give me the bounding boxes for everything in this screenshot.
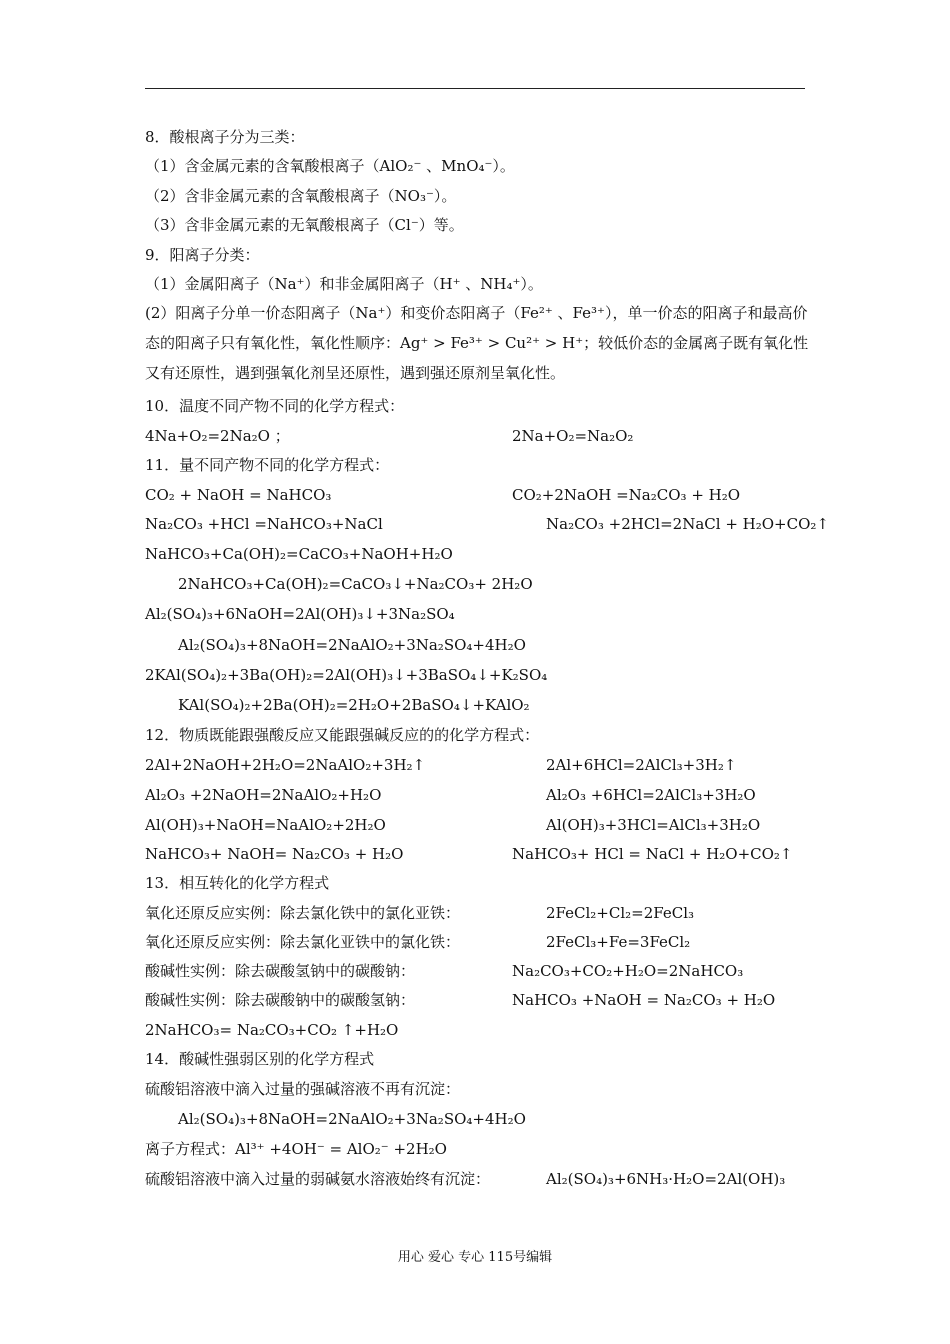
equation-right: NaHCO₃+ HCl = NaCl + H₂O+CO₂↑ xyxy=(512,845,793,863)
equation-left: Al₂O₃ +2NaOH=2NaAlO₂+H₂O xyxy=(145,786,382,804)
section-14-heading: 14．酸碱性强弱区别的化学方程式 xyxy=(145,1050,375,1068)
equation-right: 2FeCl₃+Fe=3FeCl₂ xyxy=(546,933,691,951)
example-label: 酸碱性实例：除去碳酸钠中的碳酸氢钠： xyxy=(145,991,416,1009)
section-8-item-2: （2）含非金属元素的含氧酸根离子（NO₃⁻）。 xyxy=(145,187,457,205)
equation-indented: Al₂(SO₄)₃+8NaOH=2NaAlO₂+3Na₂SO₄+4H₂O xyxy=(178,636,526,654)
ionic-equation: 离子方程式：Al³⁺ +4OH⁻ = AlO₂⁻ +2H₂O xyxy=(145,1140,447,1158)
header-rule xyxy=(145,88,805,89)
example-label: 硫酸铝溶液中滴入过量的弱碱氨水溶液始终有沉淀： xyxy=(145,1170,491,1188)
equation-right: Na₂CO₃+CO₂+H₂O=2NaHCO₃ xyxy=(512,962,744,980)
example-label: 氧化还原反应实例：除去氯化亚铁中的氯化铁： xyxy=(145,933,461,951)
equation-left: CO₂ + NaOH = NaHCO₃ xyxy=(145,486,332,504)
equation-left: 4Na+O₂=2Na₂O ； xyxy=(145,427,290,445)
equation-left: Na₂CO₃ +HCl =NaHCO₃+NaCl xyxy=(145,515,383,533)
equation-right: Al(OH)₃+3HCl=AlCl₃+3H₂O xyxy=(546,816,761,834)
equation-right: Al₂O₃ +6HCl=2AlCl₃+3H₂O xyxy=(546,786,756,804)
example-label: 硫酸铝溶液中滴入过量的强碱溶液不再有沉淀： xyxy=(145,1080,461,1098)
equation-right: 2Na+O₂=Na₂O₂ xyxy=(512,427,634,445)
section-9-item-2-paragraph: (2）阳离子分单一价态阳离子（Na⁺）和变价态阳离子（Fe²⁺ 、Fe³⁺），单一价态的阳离子和最高价态的阳离子只有氧化性，氧化性顺序：Ag⁺ > Fe³⁺ > Cu²⁺ > H⁺；较低价态的金属离子既有氧化性又有还原性，遇到强氧化剂呈还原性，遇到强还原剂呈氧化性。 xyxy=(145,304,809,382)
page-footer: 用心 爱心 专心 115号编辑 xyxy=(397,1250,553,1265)
equation-left: Al₂(SO₄)₃+6NaOH=2Al(OH)₃↓+3Na₂SO₄ xyxy=(145,605,455,623)
equation-right: 2Al+6HCl=2AlCl₃+3H₂↑ xyxy=(546,756,737,774)
equation-indented: Al₂(SO₄)₃+8NaOH=2NaAlO₂+3Na₂SO₄+4H₂O xyxy=(178,1110,526,1128)
example-label: 氧化还原反应实例：除去氯化铁中的氯化亚铁： xyxy=(145,904,461,922)
section-9-item-1: （1）金属阳离子（Na⁺）和非金属阳离子（H⁺ 、NH₄⁺）。 xyxy=(145,275,543,293)
section-13-heading: 13．相互转化的化学方程式 xyxy=(145,874,330,892)
equation-left: NaHCO₃+ NaOH= Na₂CO₃ + H₂O xyxy=(145,845,404,863)
equation-left: Al(OH)₃+NaOH=NaAlO₂+2H₂O xyxy=(145,816,386,834)
section-11-heading: 11．量不同产物不同的化学方程式： xyxy=(145,456,390,474)
section-10-heading: 10．温度不同产物不同的化学方程式： xyxy=(145,397,405,415)
equation-left: 2NaHCO₃= Na₂CO₃+CO₂ ↑+H₂O xyxy=(145,1021,399,1039)
equation-right: Na₂CO₃ +2HCl=2NaCl + H₂O+CO₂↑ xyxy=(546,515,829,533)
equation-right: 2FeCl₂+Cl₂=2FeCl₃ xyxy=(546,904,695,922)
equation-left: NaHCO₃+Ca(OH)₂=CaCO₃+NaOH+H₂O xyxy=(145,545,453,563)
example-label: 酸碱性实例：除去碳酸氢钠中的碳酸钠： xyxy=(145,962,416,980)
section-9-heading: 9．阳离子分类： xyxy=(145,246,260,264)
equation-left: 2KAl(SO₄)₂+3Ba(OH)₂=2Al(OH)₃↓+3BaSO₄↓+K₂SO₄ xyxy=(145,666,548,684)
section-12-heading: 12．物质既能跟强酸反应又能跟强碱反应的的化学方程式： xyxy=(145,726,540,744)
equation-right: CO₂+2NaOH =Na₂CO₃ + H₂O xyxy=(512,486,741,504)
equation-indented: KAl(SO₄)₂+2Ba(OH)₂=2H₂O+2BaSO₄↓+KAlO₂ xyxy=(178,696,530,714)
equation-right: Al₂(SO₄)₃+6NH₃·H₂O=2Al(OH)₃ xyxy=(546,1170,786,1188)
equation-left: 2Al+2NaOH+2H₂O=2NaAlO₂+3H₂↑ xyxy=(145,756,426,774)
equation-indented: 2NaHCO₃+Ca(OH)₂=CaCO₃↓+Na₂CO₃+ 2H₂O xyxy=(178,575,533,593)
equation-right: NaHCO₃ +NaOH = Na₂CO₃ + H₂O xyxy=(512,991,776,1009)
section-8-heading: 8．酸根离子分为三类： xyxy=(145,128,305,146)
section-8-item-3: （3）含非金属元素的无氧酸根离子（Cl⁻）等。 xyxy=(145,216,464,234)
section-8-item-1: （1）含金属元素的含氧酸根离子（AlO₂⁻ 、MnO₄⁻）。 xyxy=(145,157,515,175)
